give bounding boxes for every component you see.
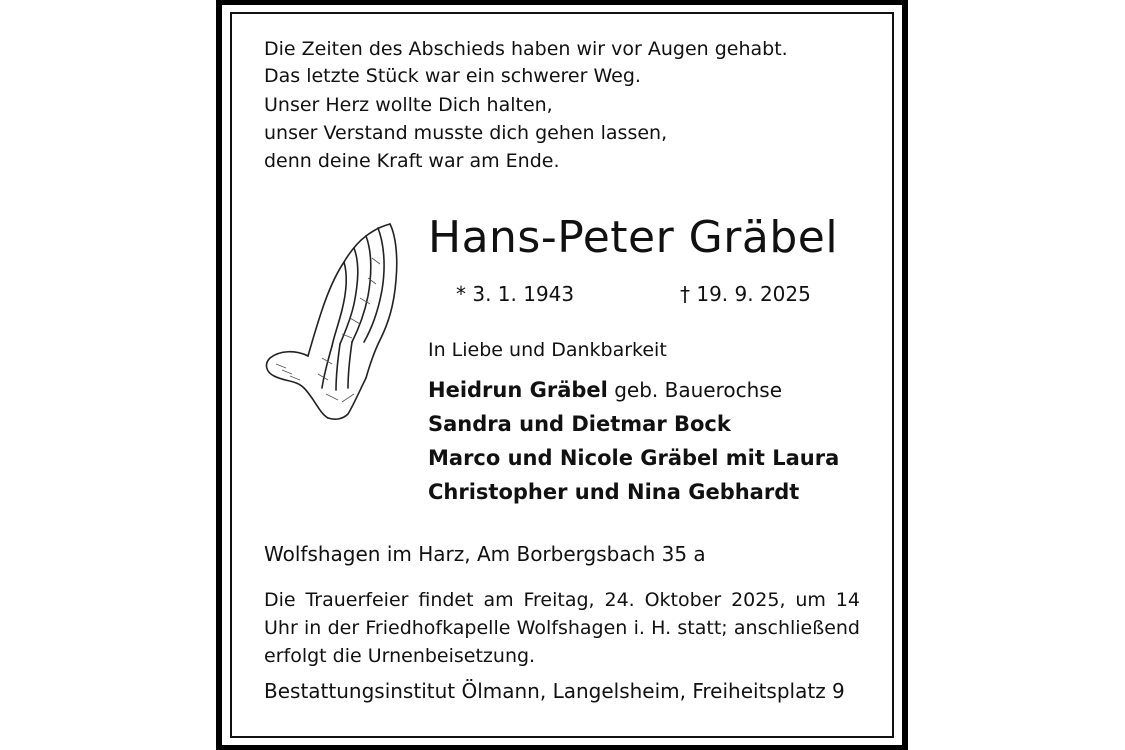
mourner-line-1 — [428, 378, 782, 402]
poem-line-4: unser Verstand musste dich gehen lassen, — [264, 122, 668, 144]
undertaker: Bestattungsinstitut Ölmann, Langelsheim, Freiheitsplatz 9 — [264, 679, 845, 703]
poem-line-3: Unser Herz wollte Dich halten, — [264, 94, 553, 116]
mourner-line-3: Marco und Nicole Gräbel mit Laura — [428, 446, 840, 470]
death-date: † 19. 9. 2025 — [680, 282, 811, 306]
address: Wolfshagen im Harz, Am Borbergsbach 35 a — [264, 542, 706, 566]
poem-line-1: Die Zeiten des Abschieds haben wir vor Augen gehabt. — [264, 38, 788, 60]
mourner-name: Heidrun Gräbel — [428, 378, 608, 402]
mourners-intro: In Liebe und Dankbarkeit — [428, 339, 667, 361]
mourner-line-4: Christopher und Nina Gebhardt — [428, 480, 800, 504]
praying-hands-icon — [262, 218, 412, 423]
mourner-line-2: Sandra und Dietmar Bock — [428, 412, 731, 436]
deceased-name: Hans-Peter Gräbel — [428, 212, 839, 263]
poem-line-2: Das letzte Stück war ein schwerer Weg. — [264, 65, 641, 87]
ceremony-notice: Die Trauerfeier findet am Freitag, 24. Oktober 2025, um 14 Uhr in der Friedhofkapelle Wolfshagen i. H. statt; anschließend erfolgt die Urnenbeisetzung. — [264, 589, 860, 667]
maiden-name: geb. Bauerochse — [607, 378, 782, 402]
birth-date: * 3. 1. 1943 — [456, 282, 575, 306]
poem-line-5: denn deine Kraft war am Ende. — [264, 150, 560, 172]
